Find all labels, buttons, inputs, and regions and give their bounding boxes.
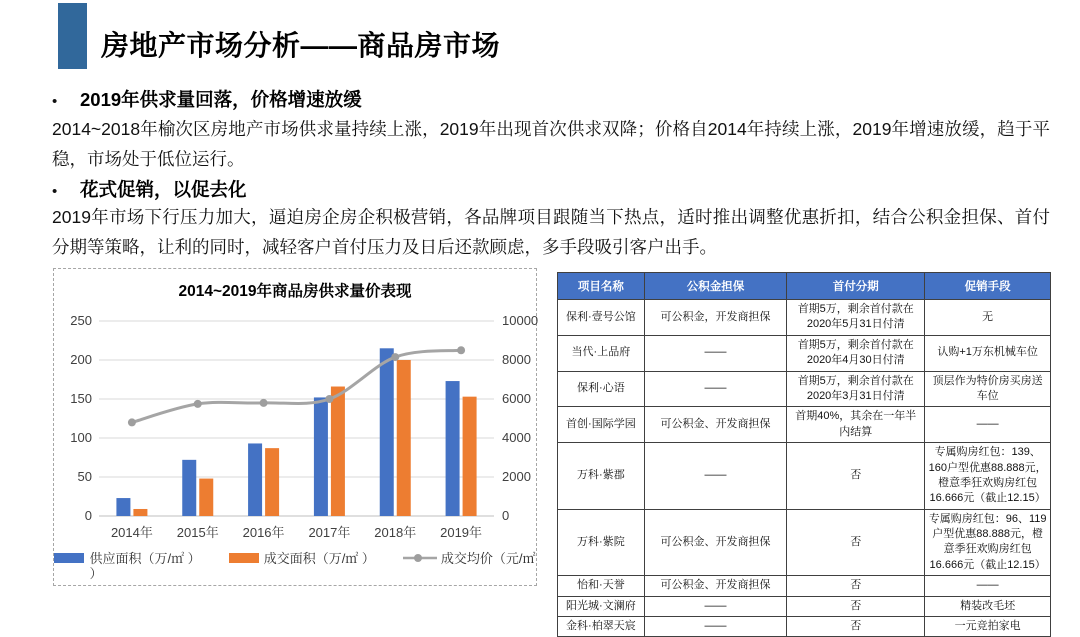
bar-supply (380, 348, 394, 516)
chart-plot-area (54, 301, 538, 553)
legend-row (229, 548, 375, 567)
table-cell: 万科·紫院 (558, 509, 645, 576)
legend-label: 成交面积（万/㎡ ） (263, 551, 375, 567)
bar-supply (446, 381, 460, 516)
price-line (132, 350, 461, 422)
table-cell: 一元竞拍家电 (925, 617, 1051, 637)
table-row (558, 443, 1051, 510)
bar-supply (248, 443, 262, 516)
title-accent-block (58, 3, 87, 69)
legend-row (54, 548, 200, 567)
table-cell: 首创·国际学园 (558, 407, 645, 443)
bar-supply (116, 498, 130, 516)
table-cell: —— (644, 617, 786, 637)
table-cell: —— (925, 407, 1051, 443)
chart-legend (54, 548, 536, 581)
table-header-cell: 促销手段 (925, 273, 1051, 300)
legend-line-swatch (403, 552, 437, 564)
table-cell: 否 (787, 617, 925, 637)
table-cell: 首期40%，其余在一年半内结算 (787, 407, 925, 443)
bar-transaction (331, 387, 345, 516)
price-line-marker (391, 353, 399, 361)
table-cell: —— (644, 596, 786, 616)
table-cell: —— (925, 576, 1051, 596)
table-cell: 否 (787, 509, 925, 576)
right-axis-tick-label: 2000 (502, 469, 531, 484)
table-cell: 否 (787, 443, 925, 510)
table-cell: 可公积金、开发商担保 (644, 509, 786, 576)
price-line-marker (260, 399, 268, 407)
legend-label: 成交均价（元/㎡ (440, 551, 536, 567)
table-cell: 保利·心语 (558, 371, 645, 407)
left-axis-tick-label: 250 (70, 313, 92, 328)
left-axis-tick-label: 200 (70, 352, 92, 367)
left-axis-tick-label: 50 (77, 469, 92, 484)
table-cell: 首期5万，剩余首付款在2020年4月30日付清 (787, 335, 925, 371)
table-header-cell: 首付分期 (787, 273, 925, 300)
bullet-1 (52, 86, 362, 112)
bar-transaction (463, 397, 477, 516)
table-cell: 精装改毛坯 (925, 596, 1051, 616)
table-cell: 首期5万，剩余首付款在2020年3月31日付清 (787, 371, 925, 407)
price-line-marker (128, 418, 136, 426)
right-axis-tick-label: 6000 (502, 391, 531, 406)
paragraph-1: 2014~2018年榆次区房地产市场供求量持续上涨，2019年出现首次供求双降；价格自2014年持续上涨，2019年增速放缓，趋于平稳，市场处于低位运行。 (52, 119, 1050, 170)
table-row (558, 300, 1051, 336)
table-row (558, 617, 1051, 637)
table-cell: 怡和·天誉 (558, 576, 645, 596)
table-cell: 金科·柏翠天宸 (558, 617, 645, 637)
legend-row (403, 548, 536, 567)
x-axis-category-label: 2019年 (440, 525, 483, 540)
table-row (558, 576, 1051, 596)
table-header-row (558, 273, 1051, 300)
left-axis-tick-label: 100 (70, 430, 92, 445)
table-header-cell: 项目名称 (558, 273, 645, 300)
right-axis-tick-label: 10000 (502, 313, 539, 328)
x-axis-category-label: 2014年 (110, 525, 153, 540)
left-axis-tick-label: 150 (70, 391, 92, 406)
table-cell: —— (644, 335, 786, 371)
table-row (558, 371, 1051, 407)
legend-label: 供应面积（万/㎡ ） (89, 551, 201, 567)
bar-supply (314, 397, 328, 516)
table-cell: 认购+1万东机械车位 (925, 335, 1051, 371)
paragraph-2: 2019年市场下行压力加大，逼迫房企房企积极营销，各品牌项目跟随当下热点，适时推出调整优惠折扣，结合公积金担保、首付分期等策略，让利的同时，减轻客户首付压力及日后还款顾虑，多手段吸引客户出手。 (52, 207, 1050, 258)
table-header-cell: 公积金担保 (644, 273, 786, 300)
bullet-heading-2: 花式促销，以促去化 (80, 179, 247, 200)
bar-transaction (265, 448, 279, 516)
legend-item (403, 548, 536, 567)
right-axis-tick-label: 0 (502, 508, 510, 523)
table-cell: 可公积金，开发商担保 (644, 300, 786, 336)
bar-transaction (133, 509, 147, 516)
page-title: 房地产市场分析——商品房市场 (101, 30, 501, 61)
table-cell: 当代·上品府 (558, 335, 645, 371)
bar-supply (182, 460, 196, 516)
x-axis-category-label: 2015年 (176, 525, 219, 540)
table-cell: 否 (787, 576, 925, 596)
bar-transaction (397, 360, 411, 516)
legend-label-wrap: ） (89, 566, 103, 582)
table-row (558, 407, 1051, 443)
table-cell: 顶层作为特价房买房送车位 (925, 371, 1051, 407)
table-row (558, 509, 1051, 576)
bullet-marker: • (52, 93, 58, 110)
promotion-table (557, 272, 1051, 637)
table-cell: —— (644, 443, 786, 510)
table-row (558, 335, 1051, 371)
supply-demand-price-chart (53, 268, 537, 586)
chart-title: 2014~2019年商品房供求量价表现 (178, 283, 412, 300)
price-line-marker (194, 400, 202, 408)
legend-bar-swatch (54, 553, 84, 563)
table-cell: 阳光城·文澜府 (558, 596, 645, 616)
legend-item (54, 548, 200, 581)
x-axis-category-label: 2016年 (242, 525, 285, 540)
bar-transaction (199, 479, 213, 516)
legend-bar-swatch (229, 553, 259, 563)
table-cell: 无 (925, 300, 1051, 336)
table-cell: 否 (787, 596, 925, 616)
price-line-marker (457, 346, 465, 354)
x-axis-category-label: 2017年 (308, 525, 351, 540)
legend-marker-dot (414, 554, 422, 562)
table-cell: —— (644, 371, 786, 407)
table-cell: 专属购房红包：139、160户型优惠88.888元，橙意季狂欢购房红包16.666元（截止12.15） (925, 443, 1051, 510)
bullet-heading-1: 2019年供求量回落，价格增速放缓 (80, 89, 362, 110)
bullet-marker: • (52, 183, 58, 200)
table-cell: 首期5万，剩余首付款在2020年5月31日付清 (787, 300, 925, 336)
bullet-2 (52, 176, 247, 202)
table-cell: 可公积金、开发商担保 (644, 576, 786, 596)
table-cell: 可公积金、开发商担保 (644, 407, 786, 443)
table-row (558, 596, 1051, 616)
legend-item (229, 548, 375, 567)
right-axis-tick-label: 8000 (502, 352, 531, 367)
table-cell: 万科·紫郡 (558, 443, 645, 510)
table-cell: 专属购房红包：96、119户型优惠88.888元，橙意季狂欢购房红包16.666元（截止12.15） (925, 509, 1051, 576)
price-line-marker (325, 395, 333, 403)
right-axis-tick-label: 4000 (502, 430, 531, 445)
table-cell: 保利·壹号公馆 (558, 300, 645, 336)
left-axis-tick-label: 0 (84, 508, 92, 523)
x-axis-category-label: 2018年 (374, 525, 417, 540)
